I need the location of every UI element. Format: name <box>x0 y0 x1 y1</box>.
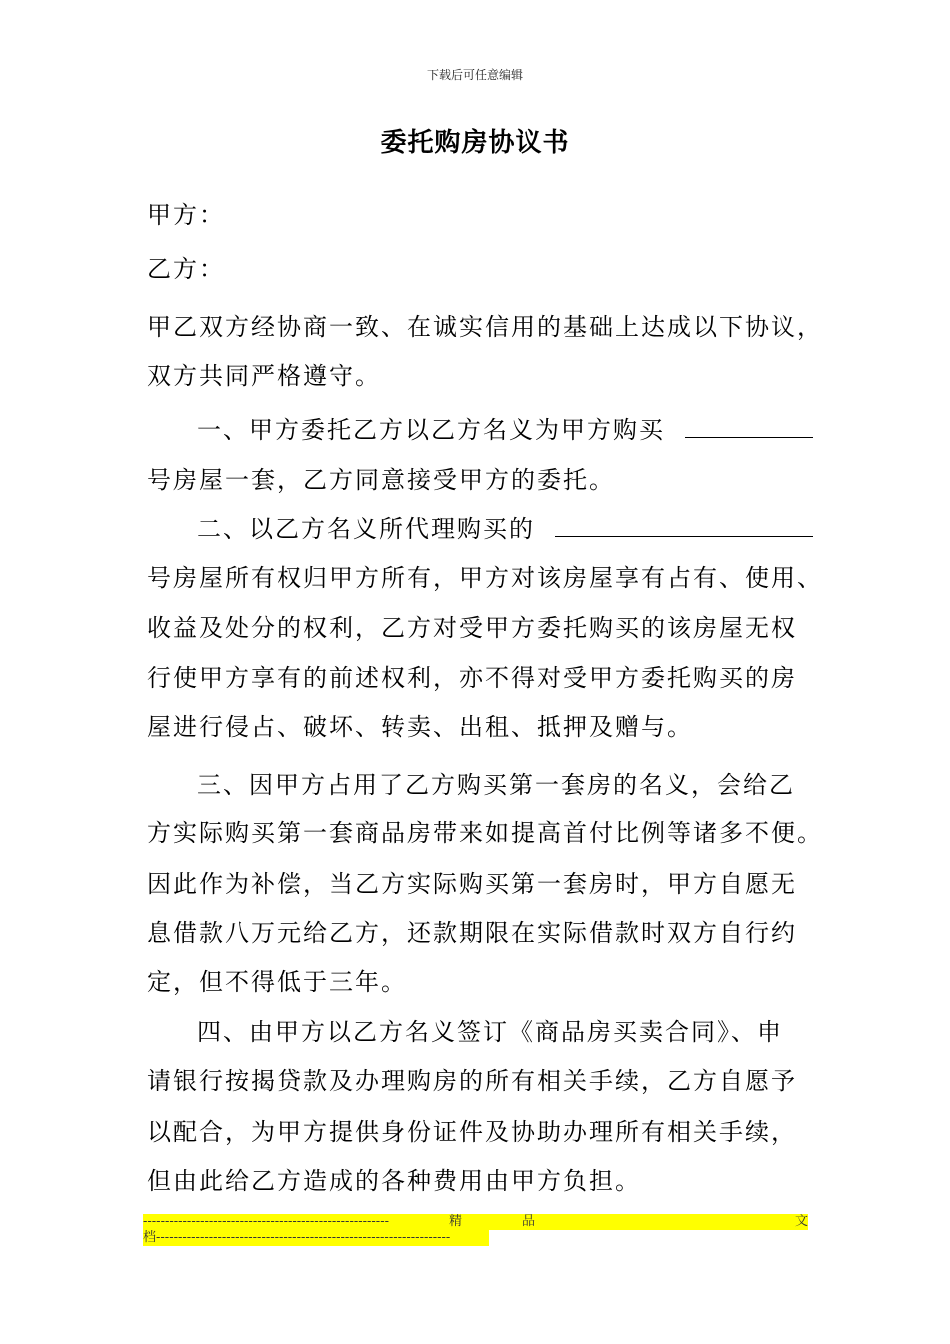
clause-2-line-1 <box>197 514 813 544</box>
clause-2-line-3: 收益及处分的权利，乙方对受甲方委托购买的该房屋无权 <box>147 614 797 642</box>
footer-char-2: 品 <box>521 1214 535 1229</box>
footer-row-1 <box>143 1214 808 1230</box>
footer-row-2 <box>143 1230 489 1246</box>
clause-1-line-2: 号房屋一套，乙方同意接受甲方的委托。 <box>147 466 615 494</box>
intro-line-1: 甲乙双方经协商一致、在诚实信用的基础上达成以下协议， <box>147 313 823 341</box>
clause-2-line-5: 屋进行侵占、破坏、转卖、出租、抵押及赠与。 <box>147 713 693 741</box>
clause-2-text: 二、以乙方名义所代理购买的 <box>197 515 535 543</box>
footer-char-3: 文 <box>794 1214 808 1229</box>
party-b-label: 乙方： <box>147 255 225 283</box>
clause-4-line-2: 请银行按揭贷款及办理购房的所有相关手续，乙方自愿予 <box>147 1067 797 1095</box>
document-title: 委托购房协议书 <box>380 128 570 158</box>
footer-char-4: 档 <box>143 1230 157 1245</box>
footer-char-1: 精 <box>448 1214 462 1229</box>
clause-4-line-3: 以配合，为甲方提供身份证件及协助办理所有相关手续， <box>147 1118 797 1146</box>
house-number-blank <box>685 415 813 438</box>
clause-3-line-4: 息借款八万元给乙方，还款期限在实际借款时双方自行约 <box>147 919 797 947</box>
clause-1-line-1 <box>197 415 813 445</box>
clause-3-line-2: 方实际购买第一套商品房带来如提高首付比例等诸多不便。 <box>147 819 823 847</box>
clause-1-text: 一、甲方委托乙方以乙方名义为甲方购买 <box>197 416 665 444</box>
footer-watermark <box>143 1214 808 1251</box>
party-a-label: 甲方： <box>147 201 225 229</box>
clause-3-line-3: 因此作为补偿，当乙方实际购买第一套房时，甲方自愿无 <box>147 870 797 898</box>
property-address-blank <box>555 514 813 537</box>
footer-spacer <box>595 1214 735 1230</box>
intro-line-2: 双方共同严格遵守。 <box>147 362 381 390</box>
clause-4-line-4: 但由此给乙方造成的各种费用由甲方负担。 <box>147 1167 641 1195</box>
clause-2-line-2: 号房屋所有权归甲方所有，甲方对该房屋享有占有、使用、 <box>147 564 823 592</box>
footer-dashes-left: -------------------------------------------------------- <box>143 1214 389 1229</box>
clause-4-line-1: 四、由甲方以乙方名义签订《商品房买卖合同》、申 <box>197 1018 783 1046</box>
footer-dashes-right: ------------------------------------------------------------------- <box>156 1230 451 1245</box>
clause-2-line-4: 行使甲方享有的前述权利，亦不得对受甲方委托购买的房 <box>147 664 797 692</box>
header-note: 下载后可任意编辑 <box>426 68 523 82</box>
clause-3-line-5: 定，但不得低于三年。 <box>147 968 407 996</box>
clause-3-line-1: 三、因甲方占用了乙方购买第一套房的名义，会给乙 <box>197 771 795 799</box>
